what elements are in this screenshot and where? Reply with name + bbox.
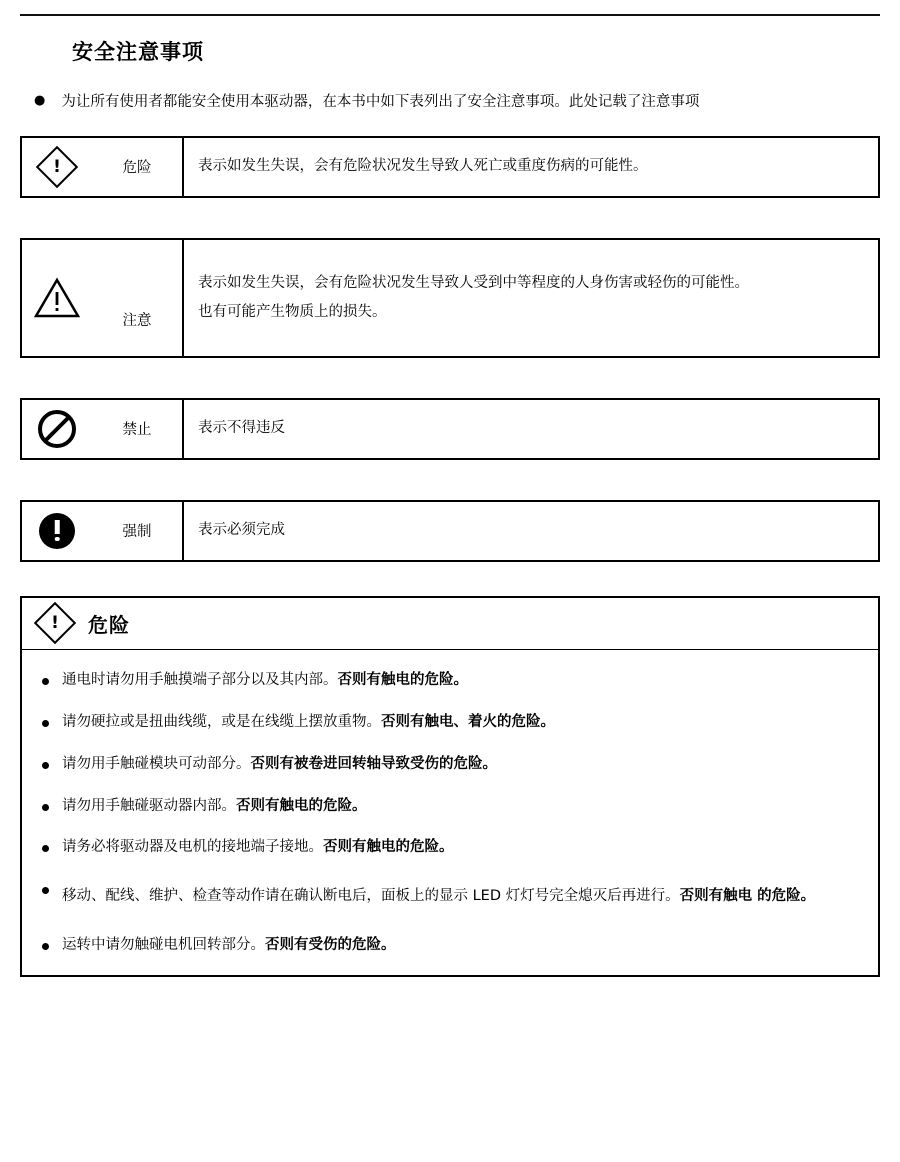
list-item-text [62,795,862,819]
legend-desc-line: 也有可能产生物质上的损失。 [198,303,387,320]
list-item-plain: 通电时请勿用手触摸端子部分以及其内部。 [62,671,338,688]
list-item-text [62,753,862,777]
list-item-plain: 移动、配线、维护、检查等动作请在确认断电后，面板上的显示 LED 灯灯号完全熄灭后再进行。 [62,888,680,905]
legend-desc-line: 表示不得违反 [198,420,285,437]
list-item-text [62,836,862,860]
legend-desc-line: 表示如发生失误，会有危险状况发生导致人死亡或重度伤病的可能性。 [198,158,648,175]
list-item-bold: 否则 [679,888,709,905]
list-item-bold: 否则有触电的危险。 [236,797,367,814]
legend-desc-danger [182,138,878,196]
list-item [32,786,868,828]
legend-desc-caution [182,240,878,356]
list-item-text [62,711,862,735]
danger-panel-body [22,650,878,975]
list-item [32,660,868,702]
list-item-bold-tail: 有触电 的危险。 [708,888,816,905]
list-item [32,869,868,925]
list-item-bold: 否则有触电的危险。 [323,839,454,856]
bullet-icon [42,720,49,727]
bullet-icon [42,943,49,950]
diamond-exclamation-icon: ! [36,604,74,642]
legend-label-mandatory: 强制 [122,524,152,541]
legend-row-prohibition [20,398,880,460]
page-title: 安全注意事项 [72,40,204,64]
list-item [32,925,868,967]
legend-icon-cell [22,138,92,196]
legend-desc-mandatory [182,502,878,560]
list-item [32,744,868,786]
list-item-plain: 请务必将驱动器及电机的接地端子接地。 [62,839,323,856]
bullet-icon [42,845,49,852]
list-item-bold: 否则有受伤的危险。 [265,937,396,954]
list-item-text [62,934,862,958]
danger-panel-header [22,598,878,650]
legend-desc-line: 表示如发生失误，会有危险状况发生导致人受到中等程度的人身伤害或轻伤的可能性。 [198,274,749,291]
legend-label-caution: 注意 [122,312,152,329]
danger-panel [20,596,880,977]
list-item-text [62,878,862,916]
legend-icon-cell [22,240,92,356]
legend-row-danger [20,136,880,198]
intro-bullet-icon: ● [34,93,46,108]
list-item-bold: 否则有触电的危险。 [337,671,468,688]
bullet-icon [42,887,49,894]
legend-row-mandatory [20,500,880,562]
danger-panel-heading: 危险 [88,612,130,637]
prohibition-icon [38,410,76,448]
legend-row-caution [20,238,880,358]
legend-desc-line: 表示必须完成 [198,522,285,539]
list-item-plain: 请勿用手触碰驱动器内部。 [62,797,236,814]
intro-text: 为让所有使用者都能安全使用本驱动器，在本书中如下表列出了安全注意事项。此处记载了注意事项 [61,94,700,110]
intro-paragraph [34,92,880,114]
document-page [0,14,900,1162]
legend-desc-prohibition [182,400,878,458]
list-item-text [62,669,862,693]
list-item [32,702,868,744]
list-item-plain: 请勿硬拉或是扭曲线缆，或是在线缆上摆放重物。 [62,713,381,730]
legend-label-prohibition: 禁止 [122,422,152,439]
header-rule [20,14,880,16]
list-item-plain: 请勿用手触碰模块可动部分。 [62,755,251,772]
list-item [32,827,868,869]
list-item-bold: 否则有触电、着火的危险。 [381,713,555,730]
bullet-icon [42,762,49,769]
mandatory-exclamation-icon [39,513,75,549]
legend-label-danger: 危险 [122,160,152,177]
bullet-icon [42,678,49,685]
triangle-exclamation-icon [33,277,81,319]
list-item-plain: 运转中请勿触碰电机回转部分。 [62,937,265,954]
legend-icon-cell [22,502,92,560]
list-item-bold: 否则有被卷进回转轴导致受伤的危险。 [250,755,497,772]
legend-icon-cell [22,400,92,458]
bullet-icon [42,804,49,811]
diamond-exclamation-icon: ! [38,148,76,186]
